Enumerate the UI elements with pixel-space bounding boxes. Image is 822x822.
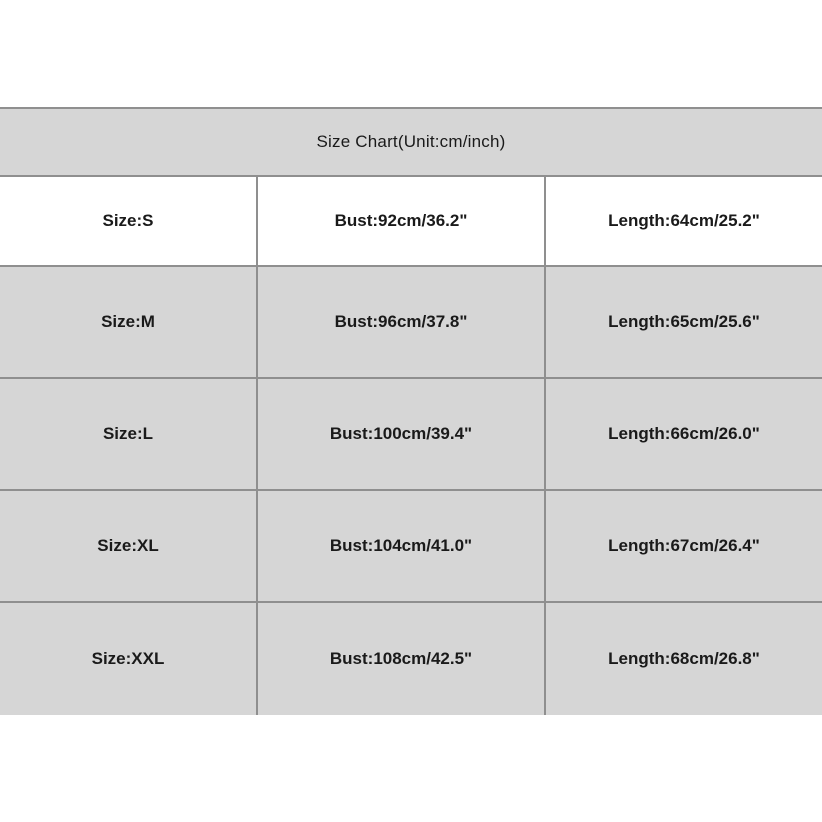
bust-cell: Bust:108cm/42.5" <box>258 603 546 715</box>
size-cell: Size:L <box>0 379 258 489</box>
length-cell: Length:68cm/26.8" <box>608 649 760 668</box>
length-cell: Length:67cm/26.4" <box>608 536 760 555</box>
table-row <box>0 603 822 715</box>
size-cell: Size:S <box>0 177 258 265</box>
size-cell: Size:M <box>0 267 258 377</box>
table-row <box>0 177 822 267</box>
bust-cell: Bust:104cm/41.0" <box>258 491 546 601</box>
table-row <box>0 267 822 379</box>
length-cell: Length:64cm/25.2" <box>608 211 760 230</box>
length-cell: Length:66cm/26.0" <box>608 424 760 443</box>
bust-cell: Bust:100cm/39.4" <box>258 379 546 489</box>
table-row <box>0 491 822 603</box>
size-cell: Size:XXL <box>0 603 258 715</box>
size-chart-table <box>0 107 822 715</box>
size-cell: Size:XL <box>0 491 258 601</box>
table-row <box>0 379 822 491</box>
size-chart-title: Size Chart(Unit:cm/inch) <box>0 109 822 177</box>
bust-cell: Bust:92cm/36.2" <box>258 177 546 265</box>
length-cell: Length:65cm/25.6" <box>608 312 760 331</box>
bust-cell: Bust:96cm/37.8" <box>258 267 546 377</box>
